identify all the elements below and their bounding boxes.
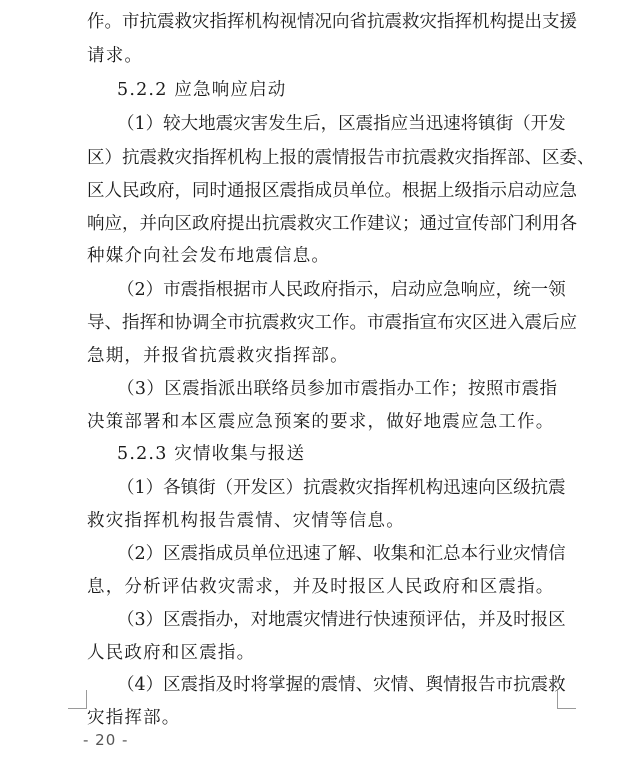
- body-line-19: （3）区震指办，对地震灾情进行快速预评估，并及时报区: [117, 610, 566, 630]
- body-line-16: 救灾指挥机构报告震情、灾情等信息。: [87, 511, 405, 531]
- body-line-6: 区人民政府，同时通报区震指成员单位。根据上级指示启动应急: [87, 181, 577, 201]
- body-line-2: 请求。: [87, 46, 144, 66]
- body-line-8: 种媒介向社会发布地震信息。: [87, 246, 331, 266]
- body-line-10: 导、指挥和协调全市抗震救灾工作。市震指宣布灾区进入震后应: [87, 313, 577, 333]
- body-line-5: 区）抗震救灾指挥机构上报的震情报告市抗震救灾指挥部、区委、: [87, 148, 595, 168]
- crop-mark-bottom-right: [557, 690, 576, 709]
- body-line-20: 人民政府和区震指。: [87, 643, 256, 663]
- section-heading-5-2-2: 5.2.2 应急响应启动: [117, 80, 287, 100]
- body-line-4: （1）较大地震灾害发生后，区震指应当迅速将镇街（开发: [117, 114, 566, 134]
- body-line-9: （2）市震指根据市人民政府指示，启动应急响应，统一领: [117, 280, 566, 300]
- crop-mark-bottom-left: [68, 690, 87, 709]
- body-line-15: （1）各镇街（开发区）抗震救灾指挥机构迅速向区级抗震: [117, 478, 566, 498]
- body-line-12: （3）区震指派出联络员参加市震指办工作；按照市震指: [117, 379, 557, 399]
- body-line-18: 息，分析评估救灾需求，并及时报区人民政府和区震指。: [87, 577, 555, 597]
- body-line-11: 急期，并报省抗震救灾指挥部。: [87, 346, 349, 366]
- body-line-1: 作。市抗震救灾指挥机构视情况向省抗震救灾指挥机构提出支援: [87, 12, 577, 32]
- body-line-17: （2）区震指成员单位迅速了解、收集和汇总本行业灾情信: [117, 544, 566, 564]
- body-line-21: （4）区震指及时将掌握的震情、灾情、舆情报告市抗震救: [117, 675, 566, 695]
- page-number: - 20 -: [83, 731, 129, 749]
- section-heading-5-2-3: 5.2.3 灾情收集与报送: [117, 444, 306, 464]
- body-line-22: 灾指挥部。: [87, 708, 181, 728]
- body-line-13: 决策部署和本区震应急预案的要求，做好地震应急工作。: [87, 412, 555, 432]
- body-line-7: 响应，并向区政府提出抗震救灾工作建议；通过宣传部门利用各: [87, 214, 577, 234]
